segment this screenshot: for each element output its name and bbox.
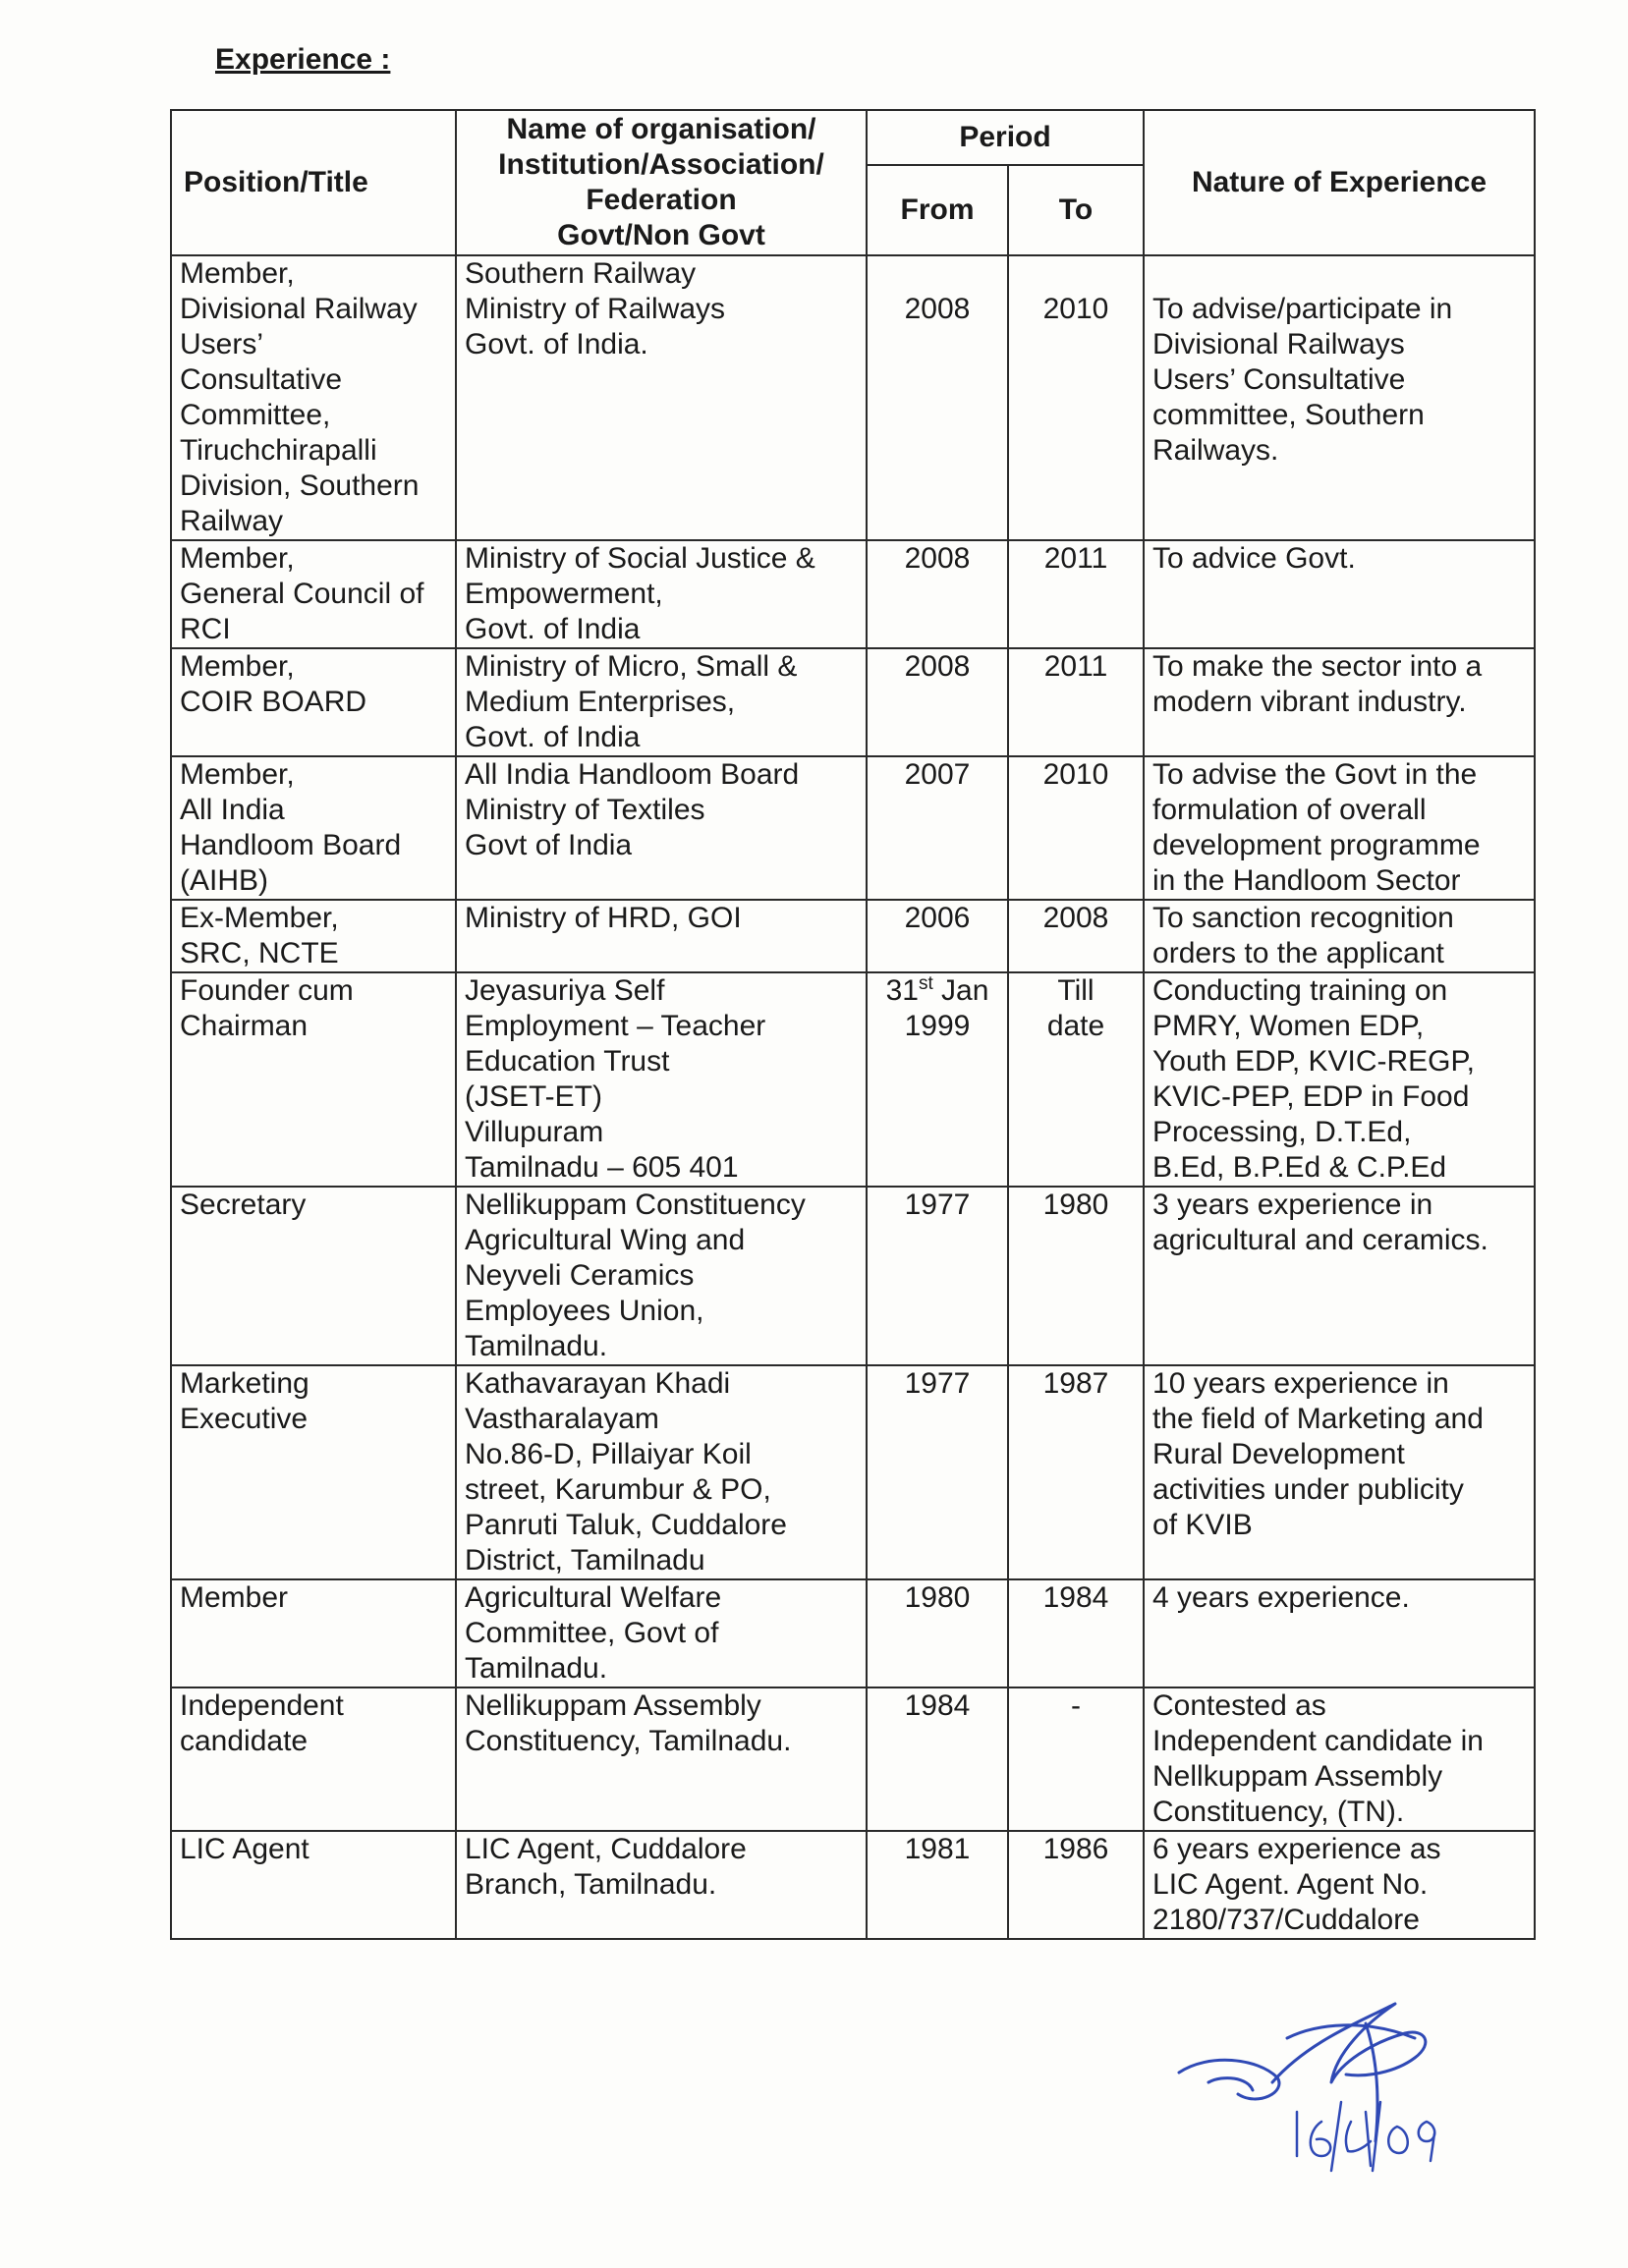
cell-nature: 6 years experience as LIC Agent. Agent No. 2180/737/Cuddalore [1144,1831,1535,1939]
table-row [171,972,1535,1187]
cell-organisation: All India Handloom Board Ministry of Textiles Govt of India [456,756,867,900]
table-row [171,540,1535,648]
from-month-year: Jan 1999 [904,974,989,1042]
cell-position: Member, COIR BOARD [171,648,456,756]
table-row [171,255,1535,540]
cell-from [867,972,1008,1187]
header-from: From [867,165,1008,255]
cell-from: 1977 [867,1365,1008,1579]
cell-position: Marketing Executive [171,1365,456,1579]
cell-position: Member [171,1579,456,1687]
table-row [171,756,1535,900]
table-row [171,1187,1535,1365]
cell-position: Secretary [171,1187,456,1365]
page-heading: Experience : [215,43,391,76]
cell-from: 2008 [867,255,1008,540]
cell-to: 1980 [1008,1187,1144,1365]
cell-position: Independent candidate [171,1687,456,1831]
table-row [171,1831,1535,1939]
cell-to: 2011 [1008,540,1144,648]
cell-nature: To advise/participate in Divisional Railways Users’ Consultative committee, Southern Railways. [1144,255,1535,540]
cell-organisation: Ministry of Social Justice & Empowerment, Govt. of India [456,540,867,648]
cell-to: 1986 [1008,1831,1144,1939]
cell-position: Ex-Member, SRC, NCTE [171,900,456,972]
cell-to: 1987 [1008,1365,1144,1579]
cell-position: Member, All India Handloom Board (AIHB) [171,756,456,900]
cell-to: Till date [1008,972,1144,1187]
cell-nature: Contested as Independent candidate in Nellkuppam Assembly Constituency, (TN). [1144,1687,1535,1831]
handwritten-signature [1169,1984,1493,2240]
cell-position: LIC Agent [171,1831,456,1939]
cell-nature: To make the sector into a modern vibrant industry. [1144,648,1535,756]
cell-to: 2008 [1008,900,1144,972]
cell-nature: To sanction recognition orders to the applicant [1144,900,1535,972]
cell-to: - [1008,1687,1144,1831]
cell-nature: To advice Govt. [1144,540,1535,648]
cell-to: 1984 [1008,1579,1144,1687]
cell-to: 2011 [1008,648,1144,756]
cell-organisation: Ministry of Micro, Small & Medium Enterprises, Govt. of India [456,648,867,756]
cell-from: 2006 [867,900,1008,972]
cell-nature: 10 years experience in the field of Marketing and Rural Development activities under publicity of KVIB [1144,1365,1535,1579]
cell-from: 1980 [867,1579,1008,1687]
header-period: Period [867,110,1144,165]
header-position: Position/Title [171,110,456,255]
header-row-1 [171,110,1535,165]
cell-from: 1984 [867,1687,1008,1831]
cell-organisation: Nellikuppam Constituency Agricultural Wing and Neyveli Ceramics Employees Union, Tamilnadu. [456,1187,867,1365]
cell-to: 2010 [1008,756,1144,900]
table-row [171,900,1535,972]
cell-from: 2007 [867,756,1008,900]
from-day: 31 [885,974,919,1007]
cell-nature: 4 years experience. [1144,1579,1535,1687]
cell-organisation: Southern Railway Ministry of Railways Govt. of India. [456,255,867,540]
cell-nature: 3 years experience in agricultural and ceramics. [1144,1187,1535,1365]
experience-table [170,109,1536,1940]
cell-from: 2008 [867,540,1008,648]
cell-from: 1981 [867,1831,1008,1939]
cell-organisation: Nellikuppam Assembly Constituency, Tamilnadu. [456,1687,867,1831]
cell-from: 1977 [867,1187,1008,1365]
table-row [171,1365,1535,1579]
from-day-suffix: st [918,973,933,994]
cell-from: 2008 [867,648,1008,756]
cell-to: 2010 [1008,255,1144,540]
cell-position: Founder cum Chairman [171,972,456,1187]
table-row [171,1579,1535,1687]
cell-organisation: Agricultural Welfare Committee, Govt of Tamilnadu. [456,1579,867,1687]
cell-organisation: Jeyasuriya Self Employment – Teacher Education Trust (JSET-ET) Villupuram Tamilnadu – 605 401 [456,972,867,1187]
table-row [171,648,1535,756]
header-organisation: Name of organisation/ Institution/Association/ Federation Govt/Non Govt [456,110,867,255]
header-to: To [1008,165,1144,255]
cell-position: Member, Divisional Railway Users’ Consultative Committee, Tiruchchirapalli Division, Southern Railway [171,255,456,540]
header-nature: Nature of Experience [1144,110,1535,255]
cell-organisation: LIC Agent, Cuddalore Branch, Tamilnadu. [456,1831,867,1939]
cell-organisation: Kathavarayan Khadi Vastharalayam No.86-D, Pillaiyar Koil street, Karumbur & PO, Panruti Taluk, Cuddalore District, Tamilnadu [456,1365,867,1579]
table-row [171,1687,1535,1831]
cell-position: Member, General Council of RCI [171,540,456,648]
cell-nature: Conducting training on PMRY, Women EDP, Youth EDP, KVIC-REGP, KVIC-PEP, EDP in Food Processing, D.T.Ed, B.Ed, B.P.Ed & C.P.Ed [1144,972,1535,1187]
cell-nature: To advise the Govt in the formulation of overall development programme in the Handloom Sector [1144,756,1535,900]
cell-organisation: Ministry of HRD, GOI [456,900,867,972]
